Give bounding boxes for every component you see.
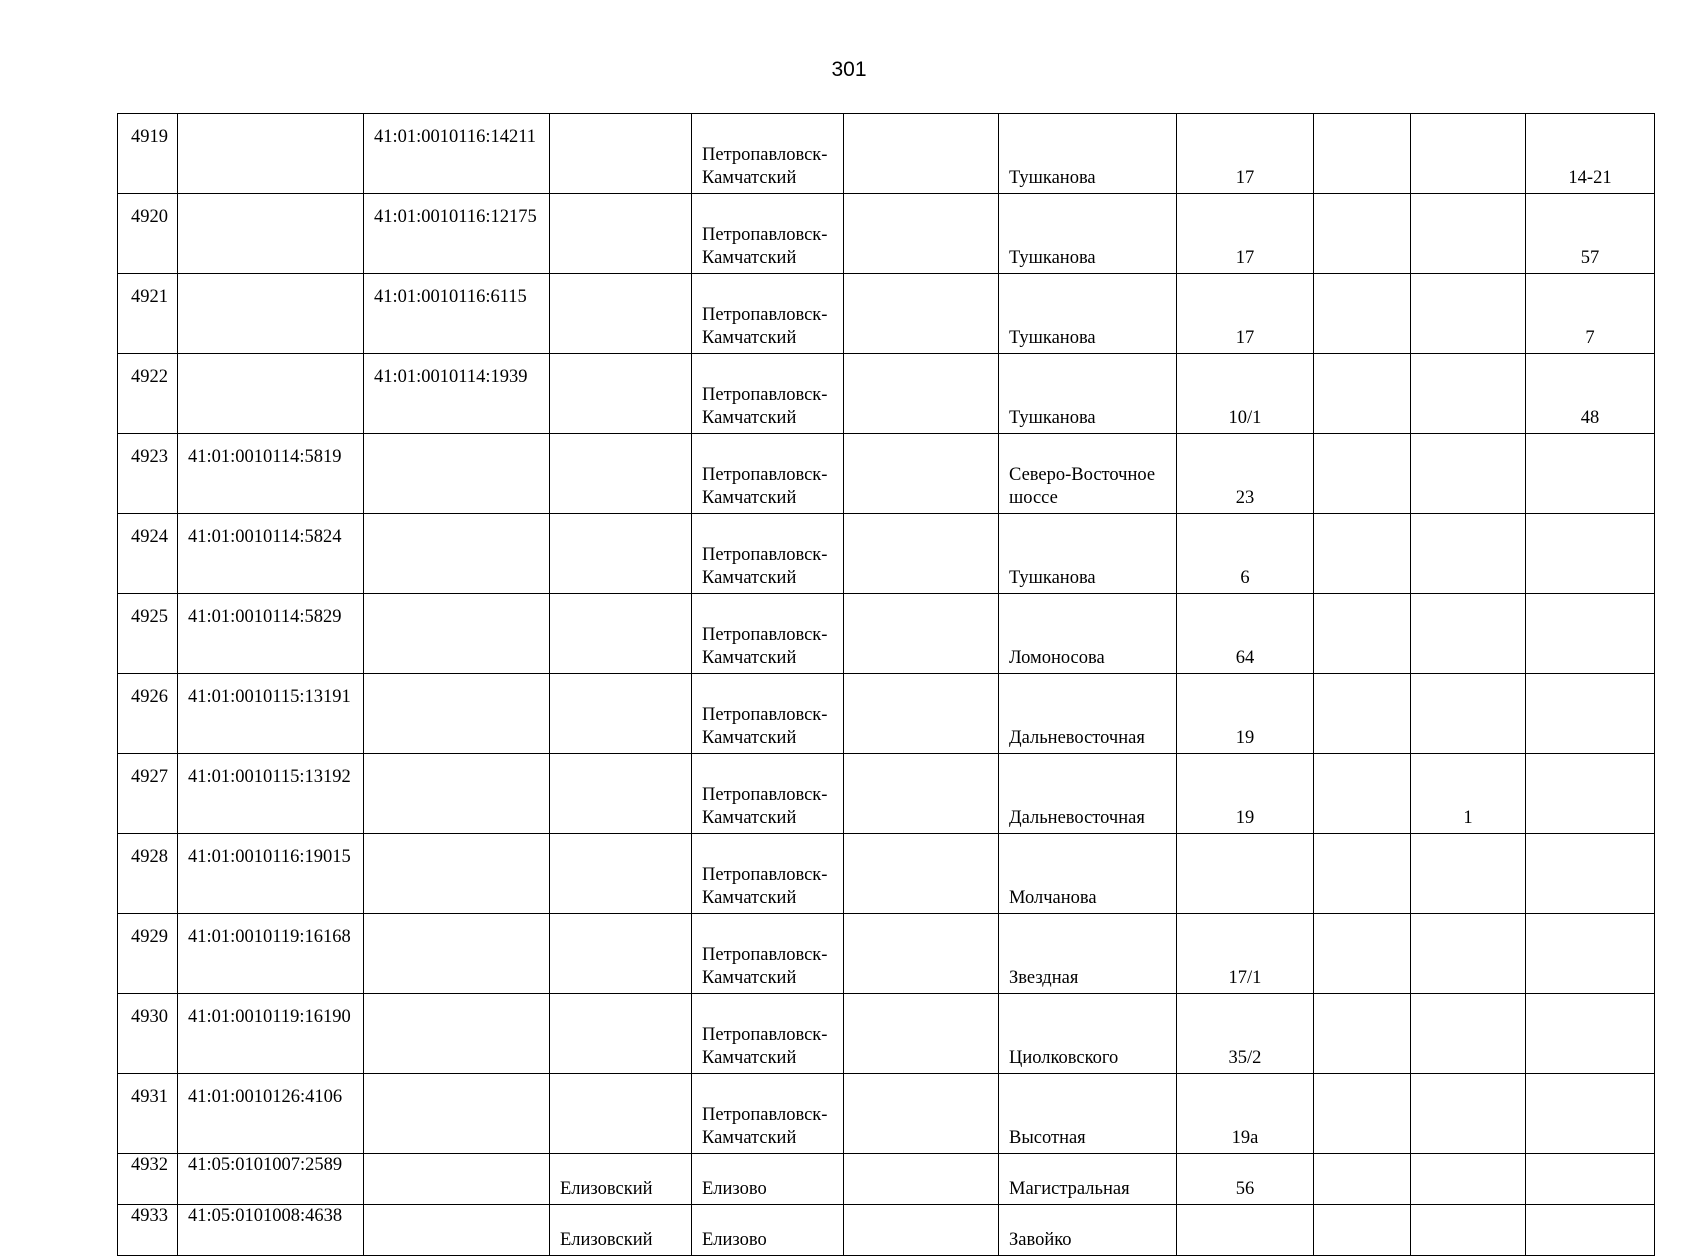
structure-cell	[1411, 434, 1526, 514]
district-cell	[550, 594, 692, 674]
cadastral-land-cell: 41:01:0010114:5829	[178, 594, 364, 674]
table-row	[118, 834, 1655, 914]
district-cell	[550, 194, 692, 274]
house-cell: 10/1	[1177, 354, 1314, 434]
block-cell	[1314, 994, 1411, 1074]
city-cell: Петропавловск-Камчатский	[692, 194, 844, 274]
table-body	[118, 114, 1655, 1256]
house-cell	[1177, 1205, 1314, 1256]
row-number-cell: 4924	[118, 514, 178, 594]
cadastral-building-cell	[364, 994, 550, 1074]
table-row	[118, 1205, 1655, 1256]
cadastral-building-cell	[364, 834, 550, 914]
cadastral-building-cell	[364, 914, 550, 994]
cadastral-land-cell: 41:01:0010115:13192	[178, 754, 364, 834]
block-cell	[1314, 834, 1411, 914]
table-row	[118, 594, 1655, 674]
block-cell	[1314, 1074, 1411, 1154]
cadastral-building-cell	[364, 1074, 550, 1154]
settlement-cell	[844, 914, 999, 994]
apartment-cell	[1526, 514, 1655, 594]
structure-cell	[1411, 514, 1526, 594]
table-row	[118, 434, 1655, 514]
cadastral-building-cell	[364, 1205, 550, 1256]
table-row	[118, 914, 1655, 994]
settlement-cell	[844, 354, 999, 434]
cadastral-building-cell	[364, 754, 550, 834]
settlement-cell	[844, 114, 999, 194]
district-cell	[550, 914, 692, 994]
district-cell	[550, 274, 692, 354]
row-number-cell: 4927	[118, 754, 178, 834]
settlement-cell	[844, 994, 999, 1074]
table-row	[118, 1154, 1655, 1205]
structure-cell	[1411, 354, 1526, 434]
city-cell: Петропавловск-Камчатский	[692, 834, 844, 914]
apartment-cell	[1526, 434, 1655, 514]
block-cell	[1314, 754, 1411, 834]
cadastral-building-cell	[364, 434, 550, 514]
city-cell: Петропавловск-Камчатский	[692, 114, 844, 194]
house-cell: 23	[1177, 434, 1314, 514]
street-cell: Завойко	[999, 1205, 1177, 1256]
house-cell: 19	[1177, 754, 1314, 834]
block-cell	[1314, 114, 1411, 194]
table-row	[118, 274, 1655, 354]
row-number-cell: 4931	[118, 1074, 178, 1154]
apartment-cell: 7	[1526, 274, 1655, 354]
city-cell: Елизово	[692, 1154, 844, 1205]
street-cell: Дальневосточная	[999, 754, 1177, 834]
structure-cell	[1411, 594, 1526, 674]
settlement-cell	[844, 674, 999, 754]
apartment-cell	[1526, 1154, 1655, 1205]
district-cell	[550, 994, 692, 1074]
cadastral-building-cell: 41:01:0010116:12175	[364, 194, 550, 274]
street-cell: Молчанова	[999, 834, 1177, 914]
cadastral-building-cell	[364, 674, 550, 754]
district-cell	[550, 114, 692, 194]
structure-cell	[1411, 1205, 1526, 1256]
cadastral-building-cell: 41:01:0010116:14211	[364, 114, 550, 194]
cadastral-land-cell: 41:05:0101007:2589	[178, 1154, 364, 1205]
city-cell: Петропавловск-Камчатский	[692, 514, 844, 594]
cadastral-land-cell	[178, 194, 364, 274]
settlement-cell	[844, 1205, 999, 1256]
district-cell	[550, 834, 692, 914]
row-number-cell: 4930	[118, 994, 178, 1074]
street-cell: Звездная	[999, 914, 1177, 994]
city-cell: Петропавловск-Камчатский	[692, 674, 844, 754]
cadastral-land-cell: 41:01:0010115:13191	[178, 674, 364, 754]
structure-cell	[1411, 274, 1526, 354]
cadastral-land-cell	[178, 114, 364, 194]
house-cell: 17/1	[1177, 914, 1314, 994]
apartment-cell: 14-21	[1526, 114, 1655, 194]
cadastral-building-cell	[364, 1154, 550, 1205]
street-cell: Тушканова	[999, 354, 1177, 434]
cadastral-land-cell: 41:01:0010119:16190	[178, 994, 364, 1074]
cadastral-land-cell: 41:05:0101008:4638	[178, 1205, 364, 1256]
city-cell: Петропавловск-Камчатский	[692, 914, 844, 994]
block-cell	[1314, 594, 1411, 674]
house-cell: 19	[1177, 674, 1314, 754]
street-cell: Тушканова	[999, 114, 1177, 194]
district-cell	[550, 1074, 692, 1154]
apartment-cell	[1526, 994, 1655, 1074]
house-cell: 56	[1177, 1154, 1314, 1205]
cadastral-land-cell: 41:01:0010119:16168	[178, 914, 364, 994]
cadastral-land-cell: 41:01:0010114:5824	[178, 514, 364, 594]
district-cell: Елизовский	[550, 1154, 692, 1205]
street-cell: Тушканова	[999, 514, 1177, 594]
cadastral-land-cell: 41:01:0010126:4106	[178, 1074, 364, 1154]
settlement-cell	[844, 434, 999, 514]
cadastral-land-cell	[178, 354, 364, 434]
cadastral-land-cell	[178, 274, 364, 354]
row-number-cell: 4919	[118, 114, 178, 194]
cadastral-land-cell: 41:01:0010114:5819	[178, 434, 364, 514]
apartment-cell	[1526, 594, 1655, 674]
row-number-cell: 4933	[118, 1205, 178, 1256]
district-cell	[550, 354, 692, 434]
structure-cell	[1411, 834, 1526, 914]
street-cell: Дальневосточная	[999, 674, 1177, 754]
row-number-cell: 4926	[118, 674, 178, 754]
structure-cell: 1	[1411, 754, 1526, 834]
street-cell: Северо-Восточное шоссе	[999, 434, 1177, 514]
structure-cell	[1411, 674, 1526, 754]
row-number-cell: 4925	[118, 594, 178, 674]
apartment-cell	[1526, 914, 1655, 994]
table-row	[118, 194, 1655, 274]
cadastral-building-cell: 41:01:0010114:1939	[364, 354, 550, 434]
house-cell	[1177, 834, 1314, 914]
street-cell: Тушканова	[999, 274, 1177, 354]
district-cell: Елизовский	[550, 1205, 692, 1256]
block-cell	[1314, 1154, 1411, 1205]
structure-cell	[1411, 114, 1526, 194]
cadastral-building-cell	[364, 594, 550, 674]
table-row	[118, 754, 1655, 834]
city-cell: Петропавловск-Камчатский	[692, 354, 844, 434]
apartment-cell	[1526, 1205, 1655, 1256]
table-row	[118, 994, 1655, 1074]
structure-cell	[1411, 1074, 1526, 1154]
cadastral-building-cell	[364, 514, 550, 594]
table-row	[118, 674, 1655, 754]
table-row	[118, 1074, 1655, 1154]
street-cell: Магистральная	[999, 1154, 1177, 1205]
city-cell: Петропавловск-Камчатский	[692, 994, 844, 1074]
structure-cell	[1411, 994, 1526, 1074]
settlement-cell	[844, 274, 999, 354]
block-cell	[1314, 274, 1411, 354]
house-cell: 19а	[1177, 1074, 1314, 1154]
city-cell: Елизово	[692, 1205, 844, 1256]
city-cell: Петропавловск-Камчатский	[692, 434, 844, 514]
block-cell	[1314, 194, 1411, 274]
house-cell: 17	[1177, 114, 1314, 194]
table-row	[118, 354, 1655, 434]
settlement-cell	[844, 1154, 999, 1205]
apartment-cell	[1526, 834, 1655, 914]
district-cell	[550, 754, 692, 834]
house-cell: 6	[1177, 514, 1314, 594]
apartment-cell	[1526, 1074, 1655, 1154]
district-cell	[550, 514, 692, 594]
cadastral-land-cell: 41:01:0010116:19015	[178, 834, 364, 914]
structure-cell	[1411, 1154, 1526, 1205]
street-cell: Высотная	[999, 1074, 1177, 1154]
city-cell: Петропавловск-Камчатский	[692, 754, 844, 834]
block-cell	[1314, 434, 1411, 514]
block-cell	[1314, 354, 1411, 434]
city-cell: Петропавловск-Камчатский	[692, 594, 844, 674]
city-cell: Петропавловск-Камчатский	[692, 1074, 844, 1154]
house-cell: 64	[1177, 594, 1314, 674]
house-cell: 17	[1177, 274, 1314, 354]
apartment-cell	[1526, 754, 1655, 834]
settlement-cell	[844, 514, 999, 594]
row-number-cell: 4929	[118, 914, 178, 994]
house-cell: 17	[1177, 194, 1314, 274]
settlement-cell	[844, 594, 999, 674]
structure-cell	[1411, 194, 1526, 274]
street-cell: Тушканова	[999, 194, 1177, 274]
city-cell: Петропавловск-Камчатский	[692, 274, 844, 354]
table-row	[118, 514, 1655, 594]
row-number-cell: 4922	[118, 354, 178, 434]
address-registry-table	[117, 113, 1655, 1256]
block-cell	[1314, 1205, 1411, 1256]
cadastral-building-cell: 41:01:0010116:6115	[364, 274, 550, 354]
district-cell	[550, 674, 692, 754]
apartment-cell: 57	[1526, 194, 1655, 274]
table-row	[118, 114, 1655, 194]
street-cell: Циолковского	[999, 994, 1177, 1074]
block-cell	[1314, 914, 1411, 994]
house-cell: 35/2	[1177, 994, 1314, 1074]
street-cell: Ломоносова	[999, 594, 1177, 674]
row-number-cell: 4920	[118, 194, 178, 274]
block-cell	[1314, 514, 1411, 594]
block-cell	[1314, 674, 1411, 754]
page-number: 301	[831, 58, 867, 81]
apartment-cell: 48	[1526, 354, 1655, 434]
row-number-cell: 4928	[118, 834, 178, 914]
settlement-cell	[844, 194, 999, 274]
settlement-cell	[844, 834, 999, 914]
row-number-cell: 4932	[118, 1154, 178, 1205]
row-number-cell: 4921	[118, 274, 178, 354]
apartment-cell	[1526, 674, 1655, 754]
row-number-cell: 4923	[118, 434, 178, 514]
structure-cell	[1411, 914, 1526, 994]
settlement-cell	[844, 754, 999, 834]
settlement-cell	[844, 1074, 999, 1154]
district-cell	[550, 434, 692, 514]
